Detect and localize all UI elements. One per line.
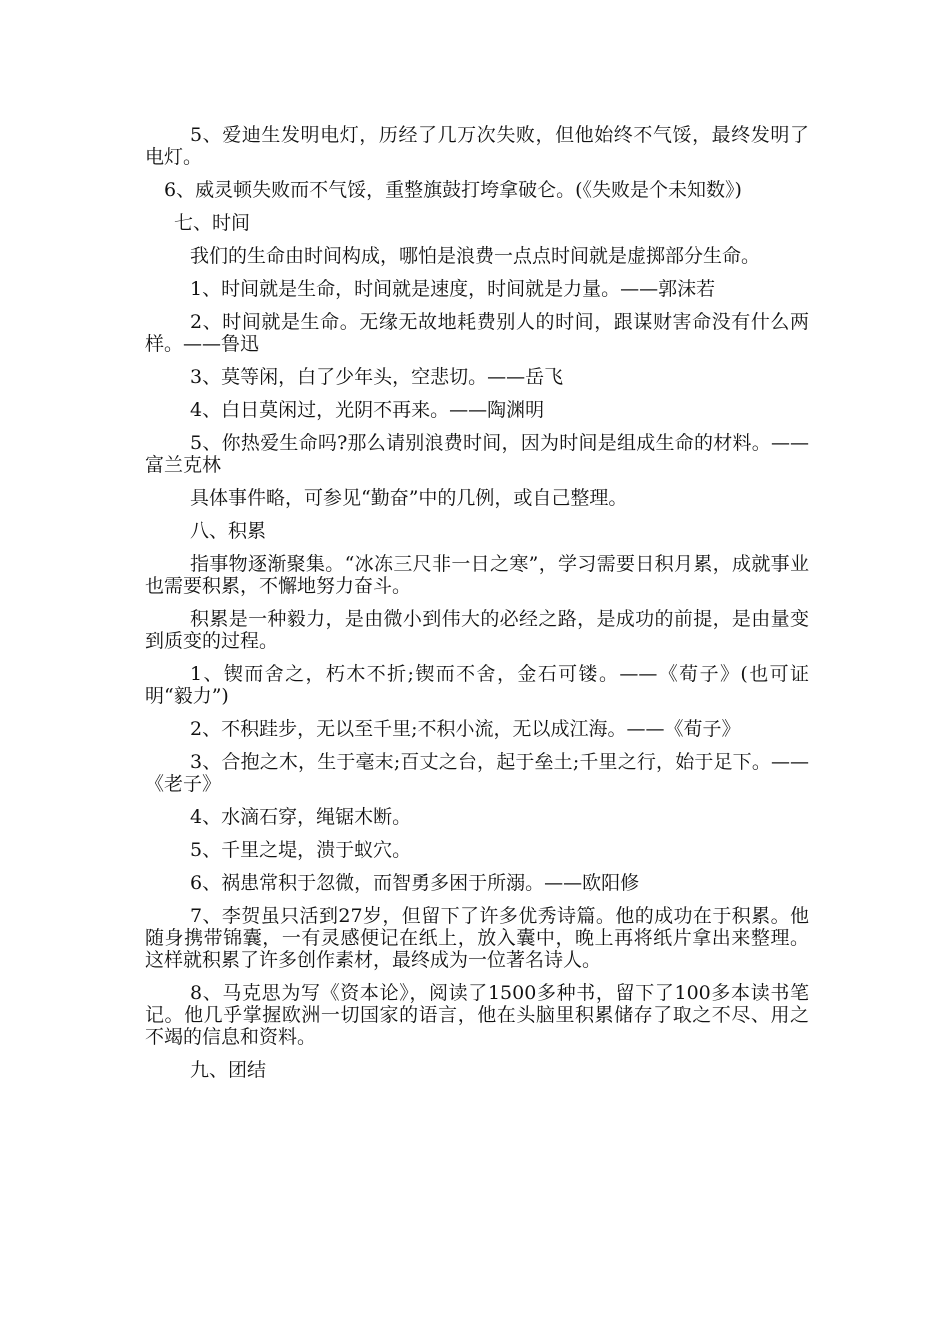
section-heading: 九、团结 [190, 1059, 267, 1081]
paragraph: 5、爱迪生发明电灯，历经了几万次失败，但他始终不气馁，最终发明了电灯。 [145, 124, 809, 168]
paragraph: 2、不积跬步，无以至千里;不积小流，无以成江海。——《荀子》 [190, 718, 741, 740]
paragraph: 5、千里之堤，溃于蚁穴。 [190, 839, 412, 861]
document-body [145, 124, 809, 1092]
paragraph: 3、合抱之木，生于毫末;百丈之台，起于垒土;千里之行，始于足下。——《老子》 [145, 751, 809, 795]
paragraph: 5、你热爱生命吗?那么请别浪费时间，因为时间是组成生命的材料。——富兰克林 [145, 432, 809, 476]
paragraph: 积累是一种毅力，是由微小到伟大的必经之路，是成功的前提，是由量变到质变的过程。 [145, 608, 809, 652]
paragraph: 指事物逐渐聚集。“冰冻三尺非一日之寒”，学习需要日积月累，成就事业也需要积累，不懈地努力奋斗。 [145, 553, 809, 597]
paragraph: 6、威灵顿失败而不气馁，重整旗鼓打垮拿破仑。(《失败是个未知数》) [164, 179, 742, 201]
paragraph: 6、祸患常积于忽微，而智勇多困于所溺。——欧阳修 [190, 872, 640, 894]
paragraph: 4、水滴石穿，绳锯木断。 [190, 806, 412, 828]
paragraph: 1、锲而舍之，朽木不折;锲而不舍，金石可镂。——《荀子》(也可证明“毅力”) [145, 663, 809, 707]
paragraph: 1、时间就是生命，时间就是速度，时间就是力量。——郭沫若 [190, 278, 716, 300]
paragraph: 8、马克思为写《资本论》，阅读了1500多种书，留下了100多本读书笔记。他几乎掌握欧洲一切国家的语言，他在头脑里积累储存了取之不尽、用之不竭的信息和资料。 [145, 982, 809, 1048]
section-heading: 八、积累 [190, 520, 267, 542]
paragraph: 4、白日莫闲过，光阴不再来。——陶渊明 [190, 399, 545, 421]
paragraph: 我们的生命由时间构成，哪怕是浪费一点点时间就是虚掷部分生命。 [190, 245, 761, 267]
paragraph: 7、李贺虽只活到27岁，但留下了许多优秀诗篇。他的成功在于积累。他随身携带锦囊，一有灵感便记在纸上，放入囊中，晚上再将纸片拿出来整理。这样就积累了许多创作素材，最终成为一位著名诗人。 [145, 905, 809, 971]
paragraph: 具体事件略，可参见“勤奋”中的几例，或自己整理。 [190, 487, 628, 509]
paragraph: 3、莫等闲，白了少年头，空悲切。——岳飞 [190, 366, 564, 388]
section-heading: 七、时间 [174, 212, 251, 234]
paragraph: 2、时间就是生命。无缘无故地耗费别人的时间，跟谋财害命没有什么两样。——鲁迅 [145, 311, 809, 355]
